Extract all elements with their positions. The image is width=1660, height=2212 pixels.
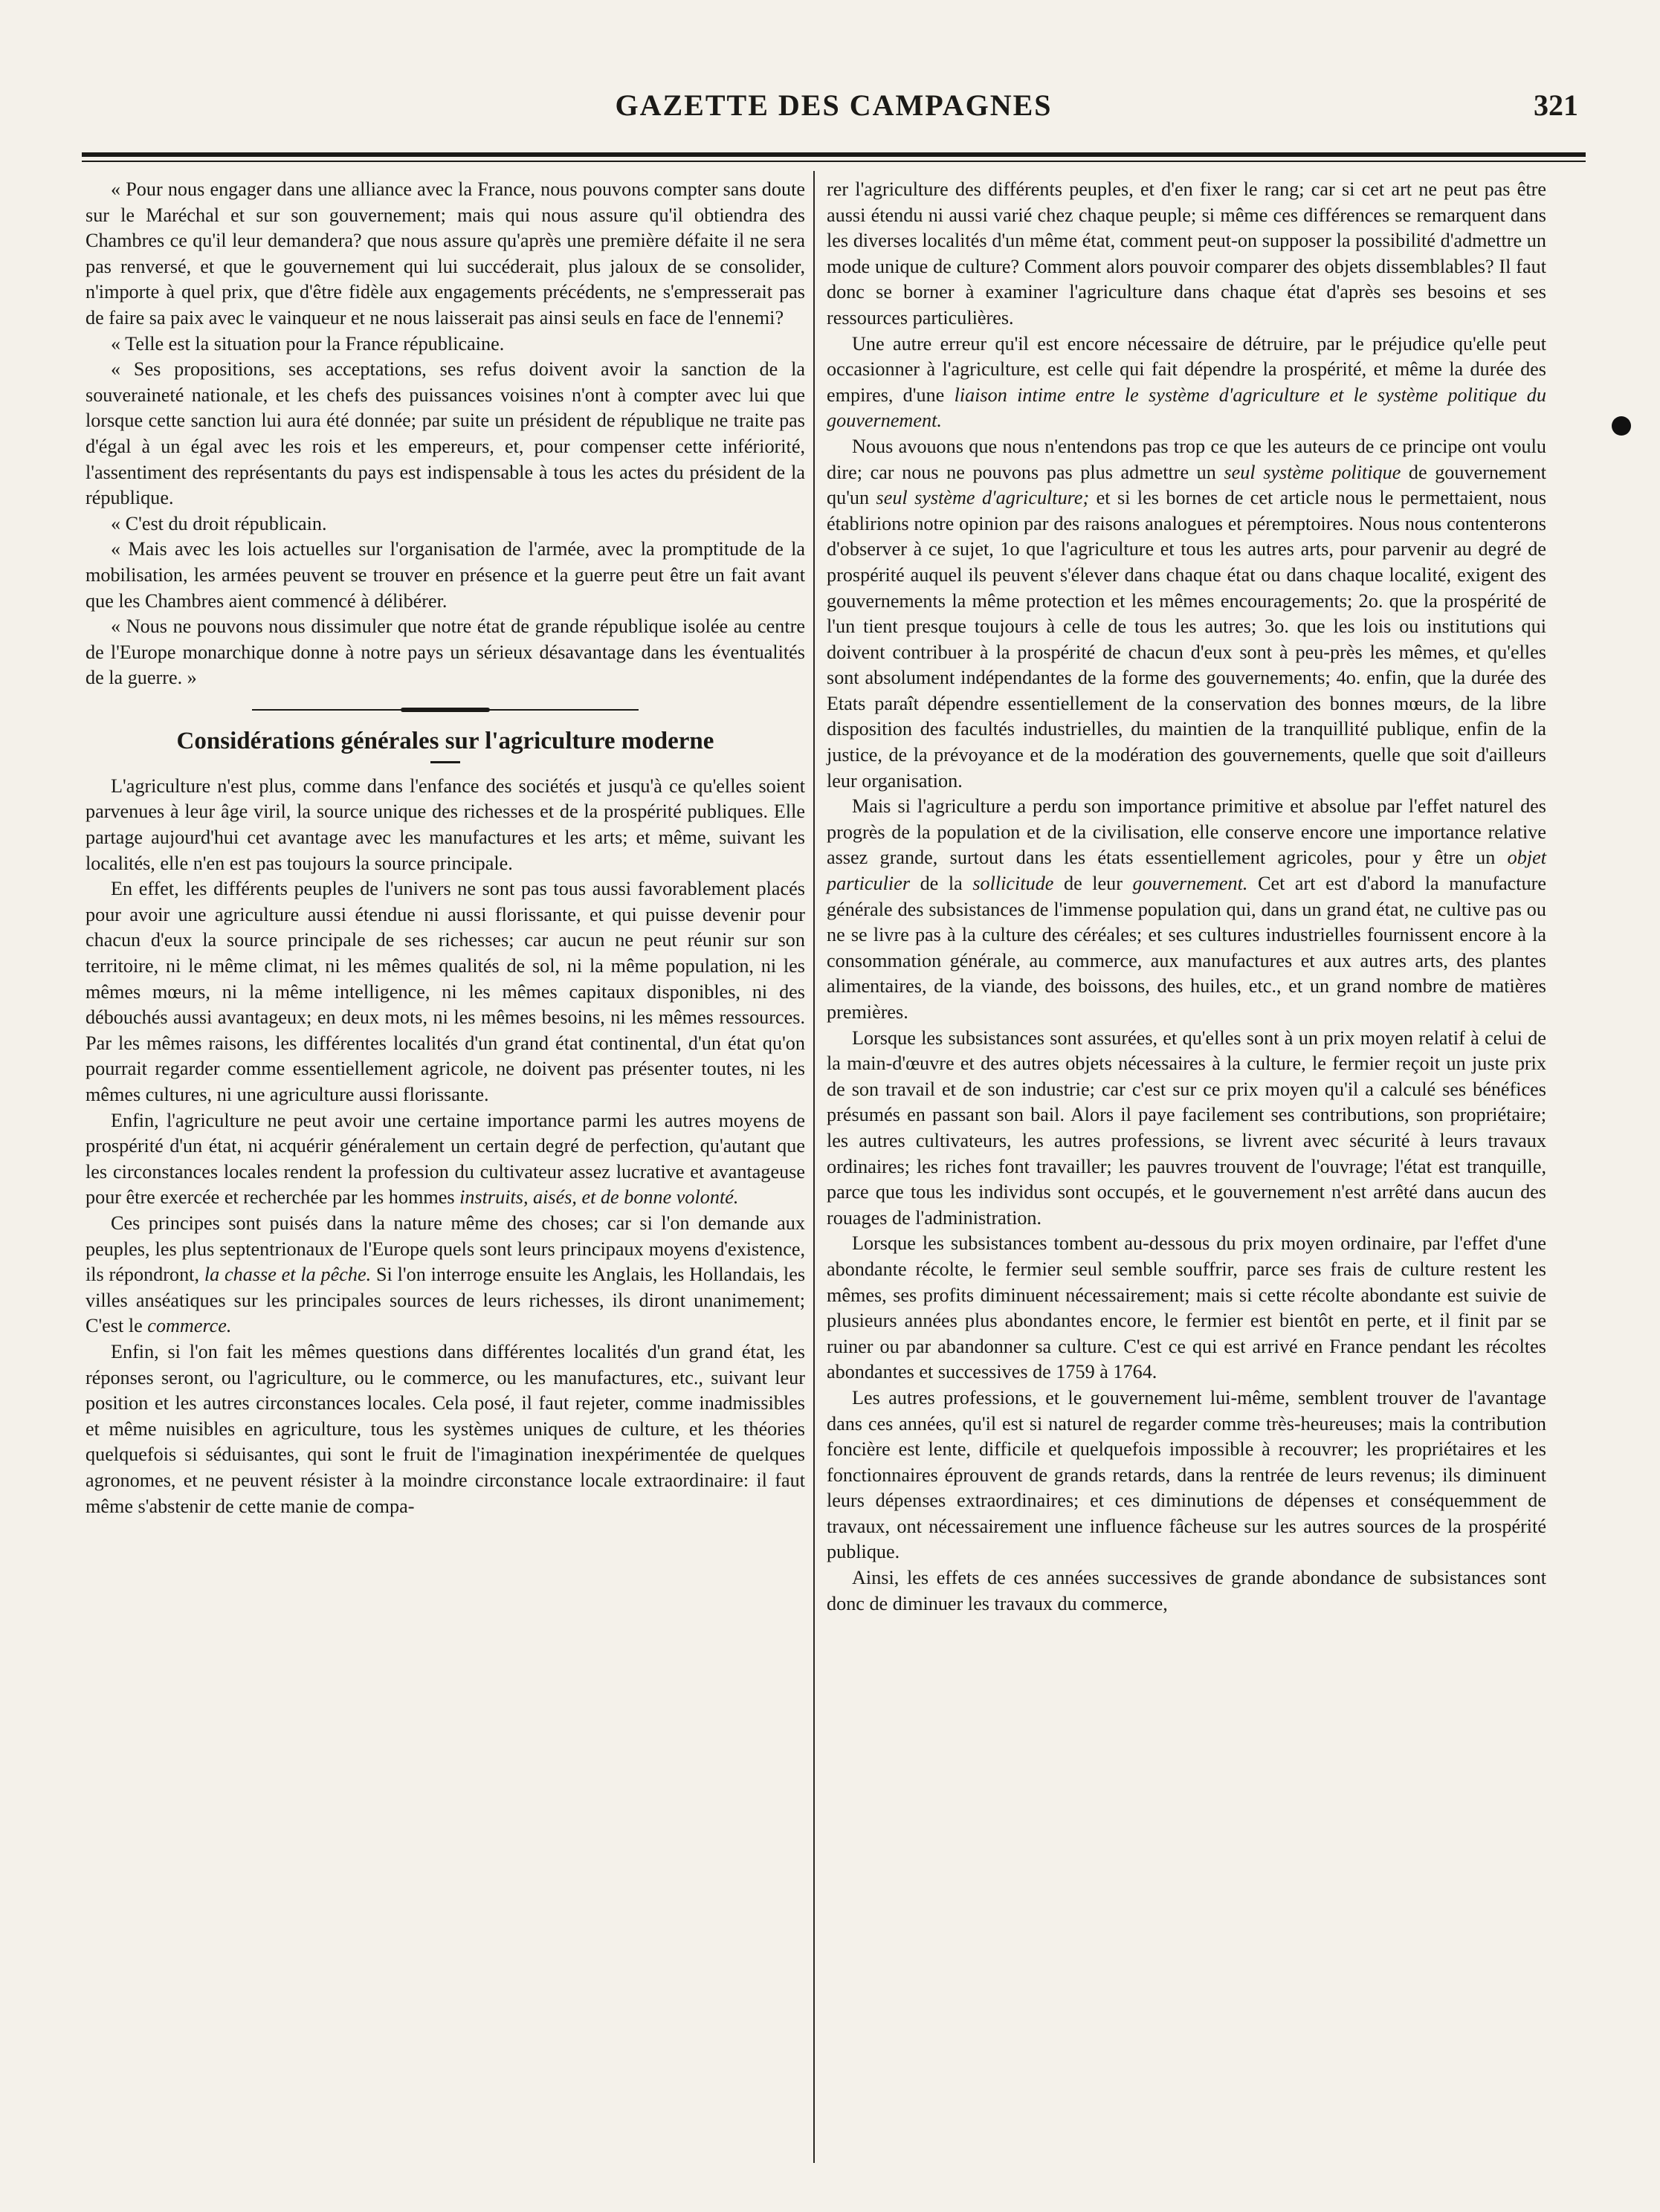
article-title: Considérations générales sur l'agriculture moderne [176,727,714,754]
margin-dot [1612,416,1631,436]
quote-paragraph: « Ses propositions, ses acceptations, ses refus doivent avoir la sanction de la souveraineté nationale, et les chefs des puissances voisines n'ont à compter avec lui que lorsque cette sanction lui aura été donnée; par suite un président de république ne traite pas d'égal à un égal avec les rois et les empereurs, et, pour compenser cette infériorité, l'assentiment des représentants du pays est indispensable à tous les actes du président de la république. [85,358,805,509]
header-rule-thin [82,161,1586,162]
article-paragraph: Enfin, si l'on fait les mêmes questions dans différentes localités d'un grand état, les réponses seront, ou l'agriculture, ou le commerce, ou les manufactures, etc., suivant leur position et les autres circonstances locales. Cela posé, il faut rejeter, comme inadmissibles et même nuisibles en agriculture, tous les systèmes uniques de culture, et les théories quelquefois si séduisantes, qui sont le fruit de l'imagination inexpérimentée de quelques agronomes, et ne peuvent résister à la moindre circonstance locale extraordinaire: il faut même s'abstenir de cette manie de compa- [85,1340,805,1517]
quote-paragraph: « Telle est la situation pour la France républicaine. [111,332,505,355]
page-header [89,88,1578,132]
quote-paragraph: « Pour nous engager dans une alliance avec la France, nous pouvons compter sans doute sur le Maréchal et sur son gouvernement; mais qui nous assure qu'il obtiendra des Chambres ce qu'il leur demandera? que nous assure qu'après une première défaite il ne sera pas renversé, et que le gouvernement qui lui succéderait, plus jaloux de se consolider, n'importe à quel prix, que d'être fidèle aux engagements précédents, ne s'empresserait pas de faire sa paix avec le vainqueur et ne nous laisserait pas ainsi seuls en face de l'ennemi? [85,178,805,329]
article-paragraph: Une autre erreur qu'il est encore nécessaire de détruire, par le préjudice qu'elle peut occasionner à l'agriculture, est celle qui fait dépendre la prospérité, et même la durée des empires, d'une liaison intime entre le système d'agriculture et le système politique du gouvernement. [827,332,1546,432]
page-number: 321 [1534,88,1578,122]
column-divider [813,171,815,2163]
left-column [85,177,805,1519]
quote-paragraph: « Nous ne pouvons nous dissimuler que notre état de grande république isolée au centre de l'Europe monarchique donne à notre pays un sérieux désavantage dans les éventualités de la guerre. » [85,615,805,689]
article-paragraph: Lorsque les subsistances sont assurées, et qu'elles sont à un prix moyen relatif à celui de la main-d'œuvre et des autres objets nécessaires à la culture, le fermier reçoit un juste prix de son travail et de son industrie; car c'est sur ce prix moyen qu'il a calculé ses bénéfices présumés en passant son bail. Alors il paye facilement ses contributions, son propriétaire; les autres cultivateurs, les autres professions, se livrent avec sécurité à leurs travaux ordinaires; les riches font travailler; les pauvres trouvent de l'ouvrage; l'état est tranquille, parce que tous les individus sont occupés, et le gouvernement n'est arrêté dans aucun des rouages de l'administration. [827,1026,1546,1229]
running-title: GAZETTE DES CAMPAGNES [615,88,1053,122]
article-paragraph: Mais si l'agriculture a perdu son importance primitive et absolue par l'effet naturel des progrès de la population et de la civilisation, elle conserve encore une importance relative assez grande, surtout dans les états essentiellement agricoles, pour y être un objet particulier de la sollicitude de leur gouvernement. Cet art est d'abord la manufacture générale des subsistances de l'immense population qui, dans un grand état, ne cultive pas ou ne se livre pas à la culture des céréales; et ses cultures industrielles fournissent encore à la consommation générale, au commerce, aux manufactures et aux autres arts, des plantes alimentaires, de la viande, des boissons, des huiles, etc., et un grand nombre de matières premières. [827,795,1547,1023]
article-paragraph: L'agriculture n'est plus, comme dans l'enfance des sociétés et jusqu'à ce qu'elles soient parvenues à leur âge viril, la source unique des richesses et de la prospérité publiques. Elle partage aujourd'hui cet avantage avec les manufactures et les arts; et même, suivant les localités, elle n'en est pas toujours la source principale. [85,774,805,874]
article-paragraph: Les autres professions, et le gouvernement lui-même, semblent trouver de l'avantage dans ces années, qu'il est si naturel de regarder comme très-heureuses; mais la contribution foncière est lente, difficile et quelquefois impossible à recouvrer; les propriétaires et les fonctionnaires éprouvent de grands retards, dans la rentrée de leurs revenus; ils diminuent leurs dépenses extraordinaires; et ces diminutions de dépenses et conséquemment de travaux, ont nécessairement une influence fâcheuse sur les autres sources de la prospérité publique. [827,1386,1546,1563]
quote-paragraph: « Mais avec les lois actuelles sur l'organisation de l'armée, avec la promptitude de la mobilisation, les armées peuvent se trouver en présence et la guerre peut être un fait avant que les Chambres aient commencé à délibérer. [85,538,805,612]
header-rule-thick [82,152,1586,157]
section-ornament [252,708,639,712]
article-paragraph: rer l'agriculture des différents peuples, et d'en fixer le rang; car si cet art ne peut pas être aussi étendu ni aussi varié chez chaque peuple; si même ces différences se remarquent dans les diverses localités d'un même état, comment peut-on supposer la possibilité d'admettre un mode unique de culture? Comment alors pouvoir comparer des objets dissemblables? Il faut donc se borner à examiner l'agriculture dans chaque état d'après ses besoins et ses ressources particulières. [827,178,1546,329]
article-paragraph: En effet, les différents peuples de l'univers ne sont pas tous aussi favorablement placés pour avoir une agriculture aussi étendue ni aussi florissante, et qui puisse devenir pour chacun d'eux la source principale de ses richesses; car aucun ne peut réunir sur son territoire, ni le même climat, ni les mêmes qualités de sol, ni la même population, ni les mêmes mœurs, ni la même intelligence, ni les mêmes capitaux disponibles, ni des débouchés aussi avantageux; en deux mots, ni les mêmes besoins, ni les mêmes ressources. Par les mêmes raisons, les différentes localités d'un grand état continental, d'un état qu'on pourrait regarder comme essentiellement agricole, ne doivent pas présenter toutes, ni les mêmes cultures, ni une agriculture aussi florissante. [85,878,805,1105]
title-dash [430,761,460,763]
article-paragraph: Ces principes sont puisés dans la nature même des choses; car si l'on demande aux peuples, les plus septentrionaux de l'Europe quels sont leurs principaux moyens d'existence, ils répondront, la chasse et la pêche. Si l'on interroge ensuite les Anglais, les Hollandais, les villes anséatiques sur les principales sources de leurs richesses, ils diront unanimement; C'est le commerce. [85,1212,806,1337]
article-paragraph: Enfin, l'agriculture ne peut avoir une certaine importance parmi les autres moyens de prospérité d'un état, ni acquérir généralement un certain degré de perfection, qu'autant que les circonstances locales rendent la profession du cultivateur assez lucrative et avantageuse pour être exercée et recherchée par les hommes instruits, aisés, et de bonne volonté. [85,1109,805,1209]
article-paragraph: Nous avouons que nous n'entendons pas trop ce que les auteurs de ce principe ont voulu dire; car nous ne pouvons pas plus admettre un seul système politique de gouvernement qu'un seul système d'agriculture; et si les bornes de cet article nous le permettaient, nous établirions notre opinion par des raisons analogues et péremptoires. Nous nous contenterons d'observer à ce sujet, 1o que l'agriculture et tous les autres arts, pour parvenir au degré de prospérité auquel ils peuvent s'élever dans chaque état ou dans chaque localité, exigent des gouvernements la même protection et les mêmes encouragements; 2o. que la prospérité de l'un tient presque toujours à celle de tous les autres; 3o. que les lois ou institutions qui doivent contribuer à la prospérité de chacun d'eux sont à peu-près les mêmes, et qu'elles sont absolument indépendantes de la forme des gouvernements; 4o. enfin, que la durée des Etats paraît dépendre essentiellement de la conservation des bonnes mœurs, de la libre disposition des facultés industrielles, du maintien de la tranquillité publique, enfin de la justice, de la prévoyance et de la modération des gouvernements, quelle que soit d'ailleurs leur organisation. [827,435,1547,792]
right-column [827,177,1546,1617]
quote-paragraph: « C'est du droit républicain. [111,512,327,534]
article-paragraph: Lorsque les subsistances tombent au-dessous du prix moyen ordinaire, par l'effet d'une abondante récolte, le fermier seul semble souffrir, parce ses frais de culture restent les mêmes, ses profits diminuent nécessairement; mais si cette récolte abondante est suivie de plusieurs années plus abondantes encore, le fermier est bientôt en perte, et il finit par se ruiner ou par abandonner sa culture. C'est ce qui est arrivé en France pendant les récoltes abondantes et successives de 1759 à 1764. [827,1232,1546,1383]
article-paragraph: Ainsi, les effets de ces années successives de grande abondance de subsistances sont donc de diminuer les travaux du commerce, [827,1567,1546,1614]
